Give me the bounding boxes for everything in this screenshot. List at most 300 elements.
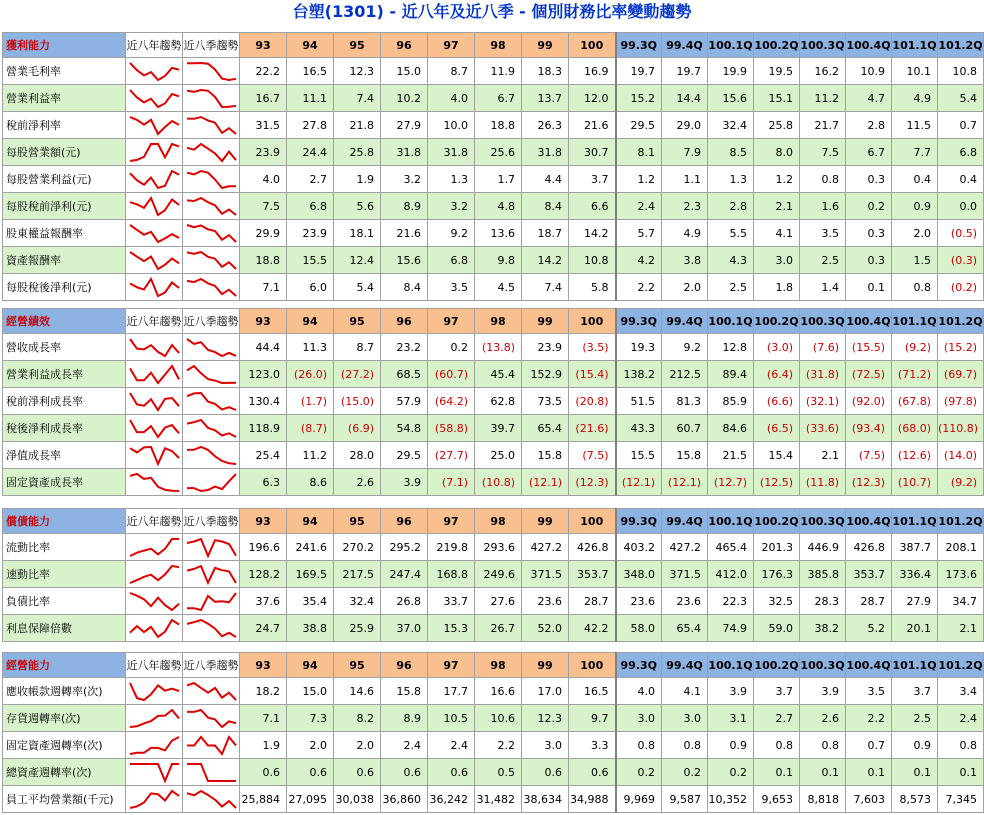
quarter-value: 2.5 bbox=[800, 247, 846, 274]
sparkline bbox=[183, 760, 240, 785]
sparkline-path bbox=[187, 63, 236, 80]
year-value: 3.2 bbox=[428, 193, 475, 220]
quarter-value: 4.1 bbox=[662, 678, 708, 705]
header-quarter: 99.3Q bbox=[616, 509, 662, 534]
quarter-value: 28.3 bbox=[800, 588, 846, 615]
year-value: 42.2 bbox=[569, 615, 616, 642]
year-value: 10.5 bbox=[428, 705, 475, 732]
quarter-value: 5.7 bbox=[616, 220, 662, 247]
header-year: 94 bbox=[287, 309, 334, 334]
quarter-value: 2.6 bbox=[800, 705, 846, 732]
quarter-value: 0.8 bbox=[616, 732, 662, 759]
quarter-value: 19.9 bbox=[708, 58, 754, 85]
year-value: 1.7 bbox=[475, 166, 522, 193]
quarter-value: 9.2 bbox=[662, 334, 708, 361]
quarter-value: 3.5 bbox=[846, 678, 892, 705]
quarter-value: 2.2 bbox=[846, 705, 892, 732]
quarter-trend-sparkline bbox=[183, 274, 240, 301]
sparkline-path bbox=[187, 339, 236, 356]
ratio-label: 利息保障倍數 bbox=[3, 615, 126, 642]
sparkline-path bbox=[130, 252, 179, 269]
year-value: 6.6 bbox=[569, 193, 616, 220]
ratio-label: 營收成長率 bbox=[3, 334, 126, 361]
year-trend-sparkline bbox=[126, 615, 183, 642]
quarter-trend-sparkline bbox=[183, 732, 240, 759]
quarter-value: 22.3 bbox=[708, 588, 754, 615]
header-quarter: 101.1Q bbox=[892, 509, 938, 534]
year-value: 293.6 bbox=[475, 534, 522, 561]
quarter-value: 6.7 bbox=[846, 139, 892, 166]
year-value: 24.7 bbox=[240, 615, 287, 642]
year-trend-sparkline bbox=[126, 442, 183, 469]
sparkline-path bbox=[130, 366, 179, 383]
year-value: 1.3 bbox=[428, 166, 475, 193]
year-value: 35.4 bbox=[287, 588, 334, 615]
year-value: 10.0 bbox=[428, 112, 475, 139]
quarter-trend-sparkline bbox=[183, 415, 240, 442]
header-quarter: 100.4Q bbox=[846, 309, 892, 334]
quarter-value: 9,969 bbox=[616, 786, 662, 813]
quarter-value: 32.5 bbox=[754, 588, 800, 615]
quarter-value: (69.7) bbox=[938, 361, 984, 388]
quarter-value: 412.0 bbox=[708, 561, 754, 588]
header-year: 95 bbox=[334, 653, 381, 678]
quarter-trend-sparkline bbox=[183, 534, 240, 561]
year-value: 52.0 bbox=[522, 615, 569, 642]
sparkline bbox=[126, 248, 183, 273]
year-value: 68.5 bbox=[381, 361, 428, 388]
sparkline bbox=[183, 140, 240, 165]
quarter-value: 387.7 bbox=[892, 534, 938, 561]
quarter-value: 19.7 bbox=[662, 58, 708, 85]
year-value: 26.8 bbox=[381, 588, 428, 615]
section-table bbox=[2, 32, 984, 301]
year-value: 15.6 bbox=[381, 247, 428, 274]
year-trend-sparkline bbox=[126, 139, 183, 166]
quarter-value: 2.1 bbox=[938, 615, 984, 642]
year-value: 21.6 bbox=[569, 112, 616, 139]
year-value: (64.2) bbox=[428, 388, 475, 415]
quarter-value: 8.0 bbox=[754, 139, 800, 166]
section-title: 獲利能力 bbox=[3, 33, 126, 58]
ratio-row bbox=[3, 442, 984, 469]
sparkline bbox=[126, 616, 183, 641]
sparkline-path bbox=[187, 420, 236, 437]
quarter-value: (15.2) bbox=[938, 334, 984, 361]
quarter-value: 10.8 bbox=[938, 58, 984, 85]
year-trend-sparkline bbox=[126, 274, 183, 301]
year-value: 16.6 bbox=[475, 678, 522, 705]
header-year: 95 bbox=[334, 33, 381, 58]
sparkline bbox=[126, 221, 183, 246]
year-value: 23.2 bbox=[381, 334, 428, 361]
ratio-row bbox=[3, 85, 984, 112]
sparkline-path bbox=[187, 225, 236, 242]
quarter-trend-sparkline bbox=[183, 615, 240, 642]
year-value: 8.9 bbox=[381, 193, 428, 220]
header-year: 100 bbox=[569, 653, 616, 678]
sparkline bbox=[126, 140, 183, 165]
sparkline-path bbox=[187, 737, 236, 754]
quarter-value: 7.9 bbox=[662, 139, 708, 166]
sparkline-path bbox=[130, 620, 179, 637]
quarter-trend-sparkline bbox=[183, 705, 240, 732]
year-value: 196.6 bbox=[240, 534, 287, 561]
quarter-value: (32.1) bbox=[800, 388, 846, 415]
quarter-value: 446.9 bbox=[800, 534, 846, 561]
quarter-value: (7.6) bbox=[800, 334, 846, 361]
ratio-label: 稅前淨利率 bbox=[3, 112, 126, 139]
header-quarter: 101.2Q bbox=[938, 309, 984, 334]
year-value: 15.8 bbox=[522, 442, 569, 469]
year-value: 2.2 bbox=[475, 732, 522, 759]
year-value: 16.7 bbox=[240, 85, 287, 112]
sparkline bbox=[126, 389, 183, 414]
sparkline-path bbox=[130, 791, 179, 808]
sparkline bbox=[126, 679, 183, 704]
header-quarter: 100.3Q bbox=[800, 509, 846, 534]
quarter-value: 3.0 bbox=[662, 705, 708, 732]
sparkline-path bbox=[187, 683, 236, 700]
sparkline bbox=[126, 470, 183, 495]
sparkline bbox=[183, 535, 240, 560]
year-value: 45.4 bbox=[475, 361, 522, 388]
quarter-value: 0.1 bbox=[938, 759, 984, 786]
quarter-value: 29.0 bbox=[662, 112, 708, 139]
quarter-value: 0.7 bbox=[938, 112, 984, 139]
year-value: 11.2 bbox=[287, 442, 334, 469]
quarter-value: 4.9 bbox=[892, 85, 938, 112]
quarter-value: 0.2 bbox=[616, 759, 662, 786]
sparkline-path bbox=[130, 566, 179, 583]
year-value: 353.7 bbox=[569, 561, 616, 588]
year-value: 128.2 bbox=[240, 561, 287, 588]
sparkline-path bbox=[130, 279, 179, 296]
quarter-value: 0.1 bbox=[846, 274, 892, 301]
year-value: 3.9 bbox=[381, 469, 428, 496]
sparkline bbox=[126, 335, 183, 360]
ratio-label: 固定資產週轉率(次) bbox=[3, 732, 126, 759]
year-value: 8.2 bbox=[334, 705, 381, 732]
quarter-value: (15.5) bbox=[846, 334, 892, 361]
header-year: 93 bbox=[240, 309, 287, 334]
quarter-value: 21.7 bbox=[800, 112, 846, 139]
quarter-value: 28.7 bbox=[846, 588, 892, 615]
header-year: 94 bbox=[287, 653, 334, 678]
quarter-value: 0.4 bbox=[892, 166, 938, 193]
quarter-value: 0.3 bbox=[846, 166, 892, 193]
sparkline-path bbox=[187, 764, 236, 781]
year-value: (1.7) bbox=[287, 388, 334, 415]
section-table bbox=[2, 308, 984, 496]
quarter-value: (68.0) bbox=[892, 415, 938, 442]
year-value: (7.5) bbox=[569, 442, 616, 469]
quarter-value: 3.7 bbox=[754, 678, 800, 705]
quarter-value: 0.8 bbox=[892, 274, 938, 301]
quarter-trend-sparkline bbox=[183, 85, 240, 112]
sparkline bbox=[183, 416, 240, 441]
sparkline bbox=[126, 167, 183, 192]
year-value: 2.4 bbox=[381, 732, 428, 759]
header-year: 93 bbox=[240, 653, 287, 678]
year-value: 0.6 bbox=[287, 759, 334, 786]
quarter-value: 7,345 bbox=[938, 786, 984, 813]
year-value: 426.8 bbox=[569, 534, 616, 561]
year-value: 21.6 bbox=[381, 220, 428, 247]
year-value: 25.0 bbox=[475, 442, 522, 469]
quarter-value: (92.0) bbox=[846, 388, 892, 415]
quarter-value: (31.8) bbox=[800, 361, 846, 388]
section-table bbox=[2, 508, 984, 642]
quarter-value: 32.4 bbox=[708, 112, 754, 139]
section-title: 經營績效 bbox=[3, 309, 126, 334]
quarter-value: 14.4 bbox=[662, 85, 708, 112]
header-quarter: 100.4Q bbox=[846, 33, 892, 58]
header-quarter: 100.2Q bbox=[754, 509, 800, 534]
quarter-value: 15.8 bbox=[662, 442, 708, 469]
section-title: 償債能力 bbox=[3, 509, 126, 534]
year-value: 0.6 bbox=[428, 759, 475, 786]
header-year: 95 bbox=[334, 309, 381, 334]
quarter-value: 9,587 bbox=[662, 786, 708, 813]
year-value: 12.4 bbox=[334, 247, 381, 274]
sparkline bbox=[126, 787, 183, 812]
quarter-value: 1.2 bbox=[754, 166, 800, 193]
sparkline-path bbox=[130, 198, 179, 215]
year-value: 5.4 bbox=[334, 274, 381, 301]
year-value: 44.4 bbox=[240, 334, 287, 361]
year-value: 6.8 bbox=[287, 193, 334, 220]
year-value: 37.6 bbox=[240, 588, 287, 615]
quarter-value: 3.4 bbox=[938, 678, 984, 705]
header-quarter: 100.1Q bbox=[708, 309, 754, 334]
year-value: 23.9 bbox=[287, 220, 334, 247]
header-year: 99 bbox=[522, 309, 569, 334]
year-value: 73.5 bbox=[522, 388, 569, 415]
quarter-value: 81.3 bbox=[662, 388, 708, 415]
header-year: 94 bbox=[287, 509, 334, 534]
year-trend-sparkline bbox=[126, 469, 183, 496]
header-quarter: 99.4Q bbox=[662, 309, 708, 334]
year-value: 7.3 bbox=[287, 705, 334, 732]
quarter-value: 385.8 bbox=[800, 561, 846, 588]
sparkline-path bbox=[130, 474, 179, 491]
header-year: 97 bbox=[428, 509, 475, 534]
year-value: 23.9 bbox=[240, 139, 287, 166]
year-value: (8.7) bbox=[287, 415, 334, 442]
year-value: (20.8) bbox=[569, 388, 616, 415]
quarter-value: 16.2 bbox=[800, 58, 846, 85]
year-value: 27.6 bbox=[475, 588, 522, 615]
year-value: 7.5 bbox=[240, 193, 287, 220]
quarter-value: 5.4 bbox=[938, 85, 984, 112]
ratio-row bbox=[3, 388, 984, 415]
quarter-value: 2.4 bbox=[616, 193, 662, 220]
quarter-value: 7.7 bbox=[892, 139, 938, 166]
header-year: 96 bbox=[381, 653, 428, 678]
year-value: 15.3 bbox=[428, 615, 475, 642]
sparkline-path bbox=[187, 366, 236, 383]
year-value: 62.8 bbox=[475, 388, 522, 415]
quarter-value: (6.6) bbox=[754, 388, 800, 415]
header-quarter: 101.2Q bbox=[938, 33, 984, 58]
year-value: 10.6 bbox=[475, 705, 522, 732]
ratio-row bbox=[3, 220, 984, 247]
year-value: 57.9 bbox=[381, 388, 428, 415]
year-value: 427.2 bbox=[522, 534, 569, 561]
sparkline bbox=[183, 706, 240, 731]
ratio-label: 每股稅後淨利(元) bbox=[3, 274, 126, 301]
ratio-row bbox=[3, 415, 984, 442]
ratio-row bbox=[3, 588, 984, 615]
year-trend-sparkline bbox=[126, 561, 183, 588]
quarter-value: (12.3) bbox=[846, 469, 892, 496]
quarter-value: 2.5 bbox=[892, 705, 938, 732]
year-value: 25.6 bbox=[475, 139, 522, 166]
year-value: 2.0 bbox=[287, 732, 334, 759]
year-value: 8.9 bbox=[381, 705, 428, 732]
year-trend-sparkline bbox=[126, 334, 183, 361]
sparkline-path bbox=[130, 339, 179, 356]
quarter-value: 0.9 bbox=[892, 193, 938, 220]
year-value: 11.3 bbox=[287, 334, 334, 361]
year-value: 25.8 bbox=[334, 139, 381, 166]
quarter-value: 85.9 bbox=[708, 388, 754, 415]
header-quarter-trend: 近八季趨勢 bbox=[183, 33, 240, 58]
year-value: 54.8 bbox=[381, 415, 428, 442]
quarter-value: 27.9 bbox=[892, 588, 938, 615]
header-quarter: 100.2Q bbox=[754, 653, 800, 678]
header-quarter: 100.1Q bbox=[708, 509, 754, 534]
sparkline bbox=[126, 706, 183, 731]
sparkline bbox=[126, 86, 183, 111]
year-trend-sparkline bbox=[126, 388, 183, 415]
quarter-trend-sparkline bbox=[183, 588, 240, 615]
ratio-row bbox=[3, 705, 984, 732]
quarter-value: 176.3 bbox=[754, 561, 800, 588]
quarter-trend-sparkline bbox=[183, 469, 240, 496]
header-year: 97 bbox=[428, 33, 475, 58]
year-value: 16.9 bbox=[569, 58, 616, 85]
sparkline bbox=[183, 221, 240, 246]
quarter-value: 4.1 bbox=[754, 220, 800, 247]
year-value: 18.7 bbox=[522, 220, 569, 247]
sparkline-path bbox=[187, 474, 236, 491]
year-value: 2.7 bbox=[287, 166, 334, 193]
year-value: 118.9 bbox=[240, 415, 287, 442]
section-header-row bbox=[3, 509, 984, 534]
sparkline bbox=[183, 616, 240, 641]
sparkline-path bbox=[187, 198, 236, 215]
year-value: 34,988 bbox=[569, 786, 616, 813]
year-value: 37.0 bbox=[381, 615, 428, 642]
ratio-row bbox=[3, 334, 984, 361]
quarter-value: 58.0 bbox=[616, 615, 662, 642]
year-value: 38.8 bbox=[287, 615, 334, 642]
header-year: 100 bbox=[569, 309, 616, 334]
year-trend-sparkline bbox=[126, 166, 183, 193]
quarter-trend-sparkline bbox=[183, 561, 240, 588]
year-value: (3.5) bbox=[569, 334, 616, 361]
year-value: (15.0) bbox=[334, 388, 381, 415]
year-trend-sparkline bbox=[126, 112, 183, 139]
sparkline-path bbox=[187, 566, 236, 583]
year-value: 30,038 bbox=[334, 786, 381, 813]
year-value: 18.8 bbox=[240, 247, 287, 274]
year-value: 0.5 bbox=[475, 759, 522, 786]
sparkline bbox=[183, 194, 240, 219]
ratio-label: 每股稅前淨利(元) bbox=[3, 193, 126, 220]
quarter-value: 0.4 bbox=[938, 166, 984, 193]
quarter-value: 427.2 bbox=[662, 534, 708, 561]
ratio-row bbox=[3, 247, 984, 274]
year-value: 18.2 bbox=[240, 678, 287, 705]
year-value: 27,095 bbox=[287, 786, 334, 813]
quarter-value: 25.8 bbox=[754, 112, 800, 139]
year-value: 11.1 bbox=[287, 85, 334, 112]
quarter-value: 15.6 bbox=[708, 85, 754, 112]
header-quarter: 100.3Q bbox=[800, 33, 846, 58]
header-year: 98 bbox=[475, 33, 522, 58]
quarter-value: 6.8 bbox=[938, 139, 984, 166]
quarter-value: 426.8 bbox=[846, 534, 892, 561]
year-value: 169.5 bbox=[287, 561, 334, 588]
quarter-value: 0.7 bbox=[846, 732, 892, 759]
quarter-value: 0.3 bbox=[846, 220, 892, 247]
header-quarter: 101.2Q bbox=[938, 509, 984, 534]
quarter-value: 10.9 bbox=[846, 58, 892, 85]
year-value: 5.6 bbox=[334, 193, 381, 220]
ratio-label: 負債比率 bbox=[3, 588, 126, 615]
quarter-value: (6.4) bbox=[754, 361, 800, 388]
year-value: (12.1) bbox=[522, 469, 569, 496]
ratio-label: 稅後淨利成長率 bbox=[3, 415, 126, 442]
quarter-trend-sparkline bbox=[183, 193, 240, 220]
quarter-value: (72.5) bbox=[846, 361, 892, 388]
quarter-value: 8.1 bbox=[616, 139, 662, 166]
quarter-value: 89.4 bbox=[708, 361, 754, 388]
sparkline bbox=[126, 416, 183, 441]
quarter-value: 0.8 bbox=[800, 732, 846, 759]
ratio-row bbox=[3, 469, 984, 496]
sparkline-path bbox=[187, 447, 236, 464]
quarter-value: (0.3) bbox=[938, 247, 984, 274]
header-year: 97 bbox=[428, 309, 475, 334]
quarter-value: 0.2 bbox=[708, 759, 754, 786]
sparkline bbox=[183, 59, 240, 84]
ratio-label: 營業利益成長率 bbox=[3, 361, 126, 388]
year-value: 33.7 bbox=[428, 588, 475, 615]
quarter-value: 43.3 bbox=[616, 415, 662, 442]
year-value: 152.9 bbox=[522, 361, 569, 388]
header-quarter: 101.1Q bbox=[892, 309, 938, 334]
year-value: 26.3 bbox=[522, 112, 569, 139]
year-value: 2.4 bbox=[428, 732, 475, 759]
year-value: 0.6 bbox=[569, 759, 616, 786]
quarter-trend-sparkline bbox=[183, 166, 240, 193]
year-value: 168.8 bbox=[428, 561, 475, 588]
header-quarter: 100.1Q bbox=[708, 653, 754, 678]
quarter-value: 19.5 bbox=[754, 58, 800, 85]
year-value: 21.8 bbox=[334, 112, 381, 139]
sparkline-path bbox=[187, 252, 236, 269]
header-year-trend: 近八年趨勢 bbox=[126, 33, 183, 58]
quarter-value: 29.5 bbox=[616, 112, 662, 139]
year-value: 0.6 bbox=[381, 759, 428, 786]
quarter-trend-sparkline bbox=[183, 220, 240, 247]
header-year: 96 bbox=[381, 309, 428, 334]
quarter-value: 38.2 bbox=[800, 615, 846, 642]
